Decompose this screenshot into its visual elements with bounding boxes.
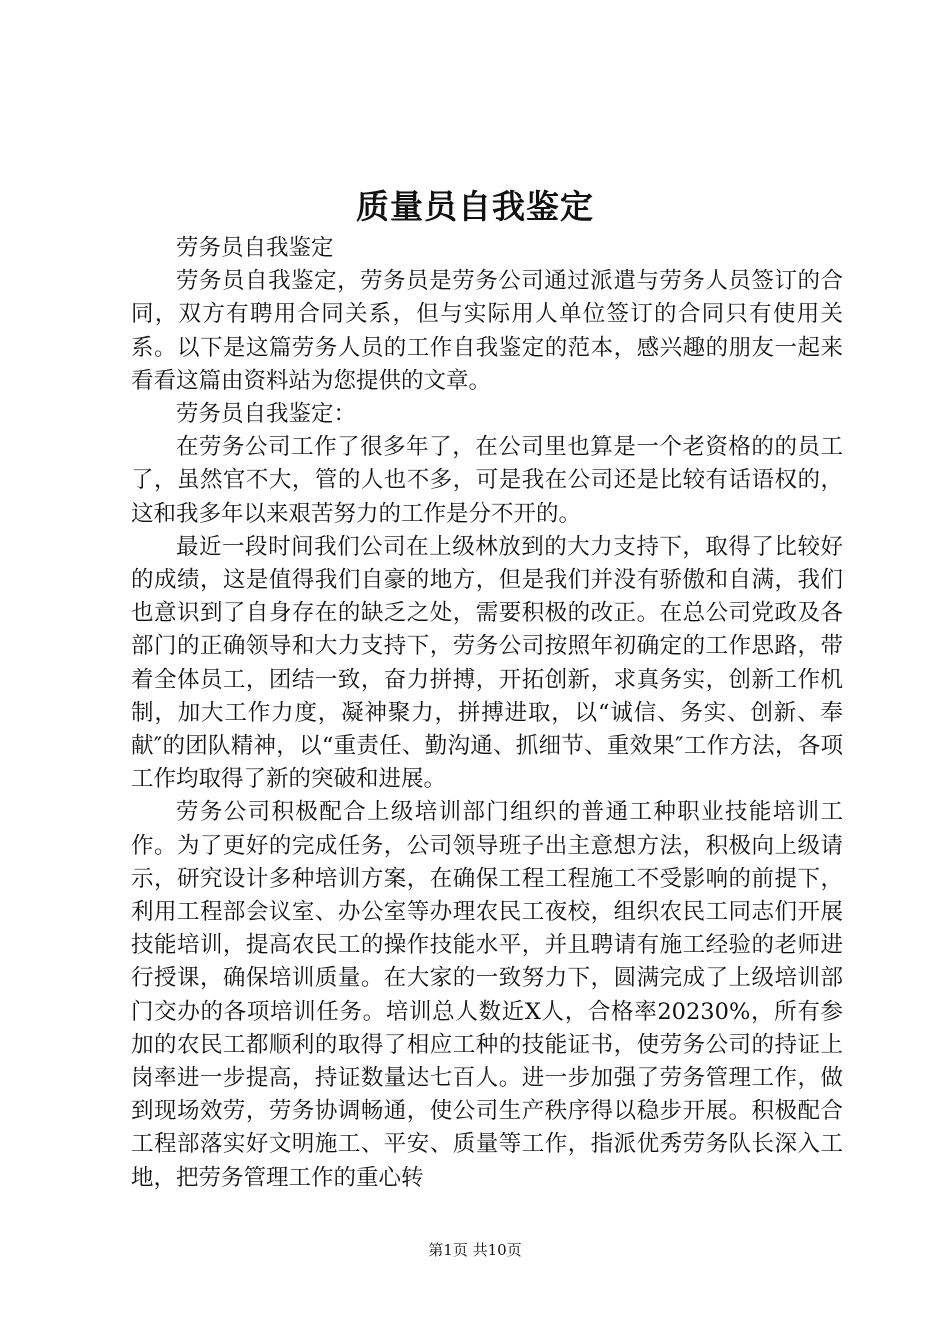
paragraph: 劳务员自我鉴定： [176,401,357,428]
paragraph: 劳务员自我鉴定 [176,235,334,261]
paragraph: 劳务公司积极配合上级培训部门组织的普通工种职业技能培训工作。为了更好的完成任务，公司领导班子出主意想方法，积极向上级请示，研究设计多种培训方案，在确保工程工程施工不受影响的前提下，利用工程部会议室、办公室等办理农民工夜校，组织农民工同志们开展技能培训，提高农民工的操作技能水平，并且聘请有施工经验的老师进行授课，确保培训质量。在大家的一致努力下，圆满完成了上级培训部门交办的各项培训任务。培训总人数近X人，合格率20230%，所有参加的农民工都顺利的取得了相应工种的技能证书，使劳务公司的持证上岗率进一步提高，持证数量达七百人。进一步加强了劳务管理工作，做到现场效劳，劳务协调畅通，使公司生产秩序得以稳步开展。积极配合工程部落实好文明施工、平安、质量等工作，指派优秀劳务队长深入工地，把劳务管理工作的重心转 [131,799,843,1191]
document-body [131,232,843,1195]
paragraph: 在劳务公司工作了很多年了，在公司里也算是一个老资格的的员工了，虽然官不大，管的人也不多，可是我在公司还是比较有话语权的，这和我多年以来艰苦努力的工作是分不开的。 [131,434,843,527]
page-footer: 第1页 共10页 [428,1241,522,1259]
paragraph: 最近一段时间我们公司在上级林放到的大力支持下，取得了比较好的成绩，这是值得我们自豪的地方，但是我们并没有骄傲和自满，我们也意识到了自身存在的缺乏之处，需要积极的改正。在总公司党政及各部门的正确领导和大力支持下，劳务公司按照年初确定的工作思路，带着全体员工，团结一致，奋力拼搏，开拓创新，求真务实，创新工作机制，加大工作力度，凝神聚力，拼搏进取，以“诚信、务实、创新、奉献″的团队精神，以“重责任、勤沟通、抓细节、重效果″工作方法，各项工作均取得了新的突破和进展。 [131,533,843,793]
document-title: 质量员自我鉴定 [356,187,594,226]
paragraph: 劳务员自我鉴定，劳务员是劳务公司通过派遣与劳务人员签订的合同，双方有聘用合同关系，但与实际用人单位签订的合同只有使用关系。以下是这篇劳务人员的工作自我鉴定的范本，感兴趣的朋友一起来看看这篇由资料站为您提供的文章。 [131,268,843,394]
